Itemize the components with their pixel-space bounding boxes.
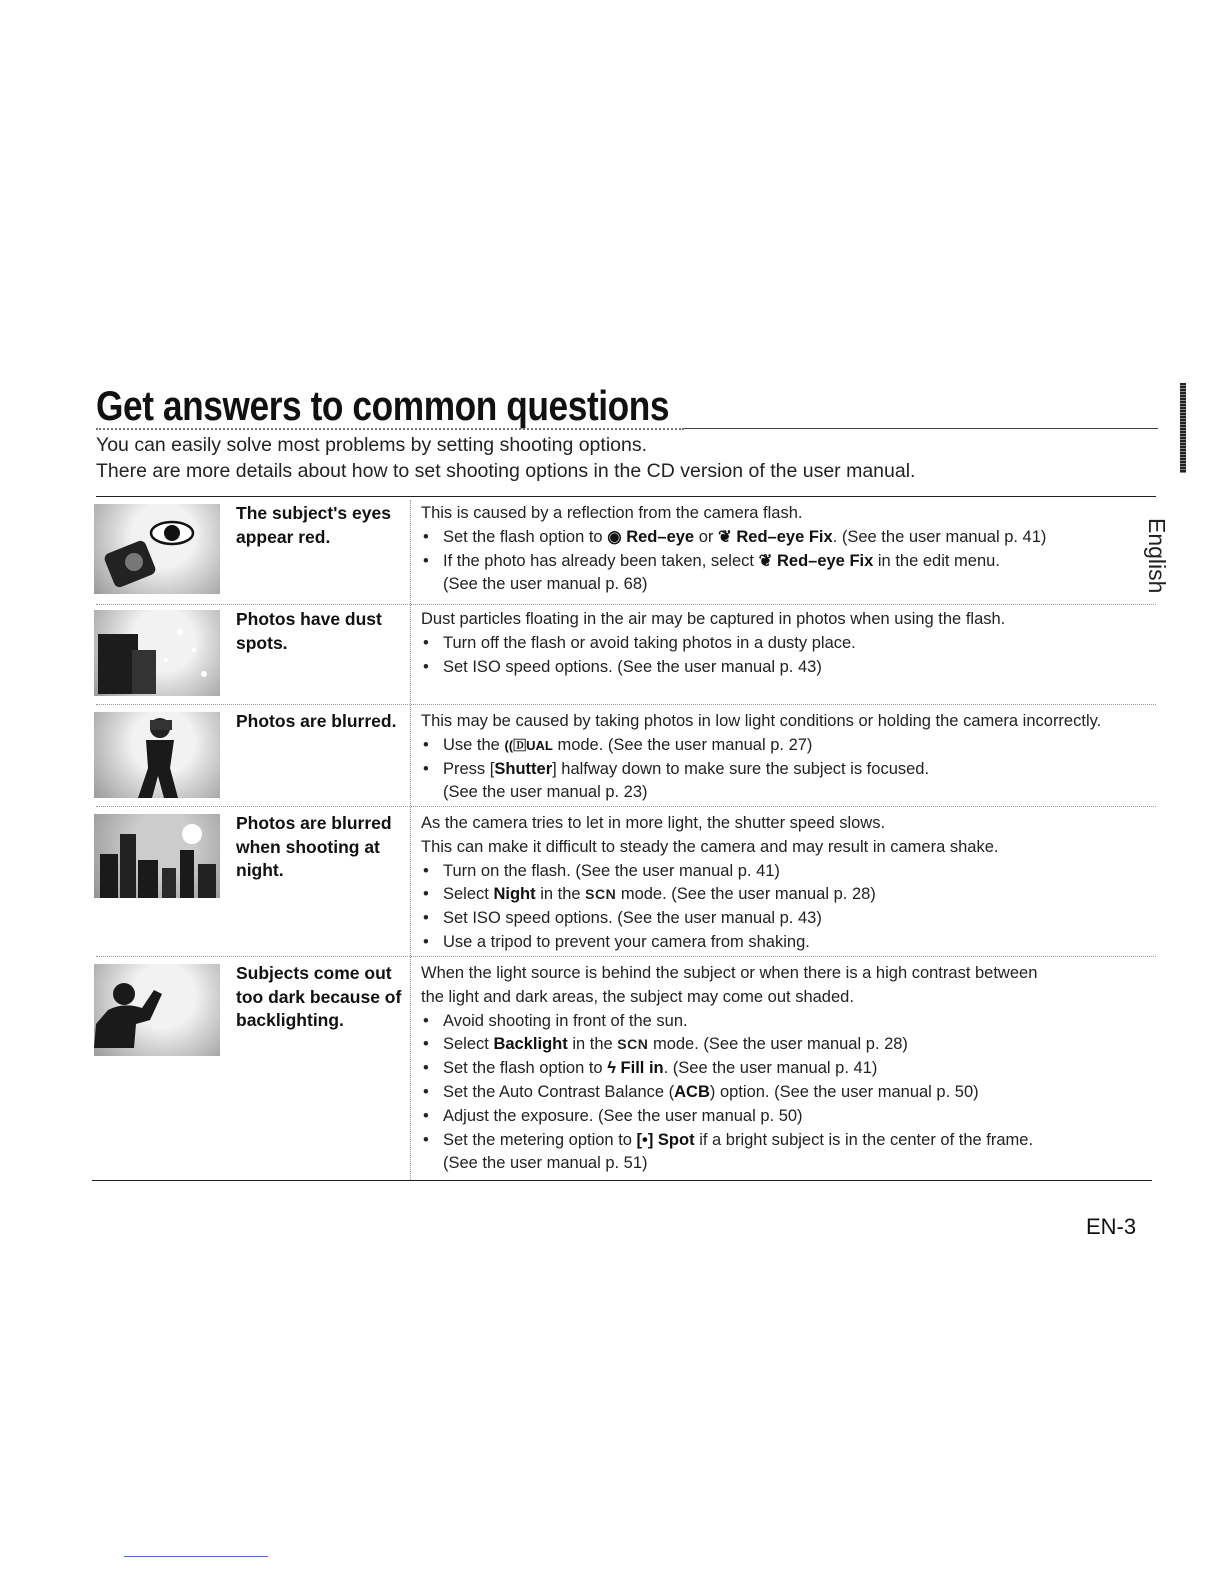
red-eye-fix-icon: ❦ [717, 527, 732, 546]
intro-line-1: You can easily solve most problems by setting shooting options. [96, 434, 648, 456]
row-divider [96, 704, 1156, 705]
list-item-continuation: (See the user manual p. 23) [443, 783, 648, 802]
answer-red-eye [421, 502, 1161, 597]
table-bottom-rule [92, 1180, 1152, 1181]
spot-metering-icon: [•] [636, 1130, 654, 1149]
list-item: • Set ISO speed options. (See the user manual p. 43) [421, 656, 1161, 680]
question-blurred: Photos are blurred. [236, 711, 397, 731]
scene-mode-icon: SCN [585, 886, 617, 903]
red-eye-fix-icon: ❦ [758, 551, 773, 570]
list-item: • Set ISO speed options. (See the user manual p. 43) [421, 907, 1161, 931]
red-eye-icon: ◉ [607, 527, 622, 546]
page-title: Get answers to common questions [96, 382, 670, 429]
question-night: Photos are blurred when shooting at night. [236, 813, 392, 880]
row-divider [96, 956, 1156, 957]
table-top-rule [96, 496, 1156, 497]
language-tab-marker [1180, 383, 1186, 473]
list-item: • Set the flash option to ◉ Red–eye or ❦ Red–eye Fix. (See the user manual p. 41) [421, 526, 1161, 550]
list-item: • Adjust the exposure. (See the user manual p. 50) [421, 1105, 1161, 1129]
dust-spots-illustration [94, 610, 220, 696]
list-item-continuation: (See the user manual p. 68) [443, 575, 648, 594]
list-item: • Press [Shutter] halfway down to make sure the subject is focused. [421, 758, 1161, 782]
list-item-continuation: (See the user manual p. 51) [443, 1154, 648, 1173]
list-item: • Use the ((🄳UAL mode. (See the user manual p. 27) [421, 734, 1161, 758]
row-divider [96, 604, 1156, 605]
question-dust-spots: Photos have dust spots. [236, 609, 382, 653]
list-item: • Set the flash option to ϟ Fill in. (See the user manual p. 41) [421, 1057, 1161, 1081]
answer-backlight [421, 962, 1161, 1176]
scene-mode-icon: SCN [617, 1036, 649, 1053]
list-item: • Avoid shooting in front of the sun. [421, 1010, 1161, 1034]
list-item: • Use a tripod to prevent your camera from shaking. [421, 931, 1161, 955]
list-item: • Select Backlight in the SCN mode. (See the user manual p. 28) [421, 1033, 1161, 1057]
intro-line-2: There are more details about how to set shooting options in the CD version of the user manual. [96, 460, 916, 482]
answer-lead: Dust particles floating in the air may be captured in photos when using the flash. [421, 610, 1006, 628]
title-dotted-rule [96, 428, 684, 430]
page-number: EN-3 [1086, 1214, 1137, 1239]
language-label: English [1144, 518, 1170, 594]
answer-night [421, 812, 1161, 955]
dual-is-icon: ((🄳UAL [504, 737, 553, 753]
question-backlight: Subjects come out too dark because of backlighting. [236, 963, 402, 1030]
answer-lead: This is caused by a reflection from the camera flash. [421, 504, 803, 522]
row-divider [96, 806, 1156, 807]
question-red-eye: The subject's eyes appear red. [236, 503, 391, 547]
list-item: • Select Night in the SCN mode. (See the user manual p. 28) [421, 883, 1161, 907]
night-shot-illustration [94, 814, 220, 898]
red-eye-illustration [94, 504, 220, 594]
list-item: • Set the metering option to [•] Spot if a bright subject is in the center of the frame. [421, 1129, 1161, 1153]
answer-blurred [421, 710, 1161, 805]
list-item: • If the photo has already been taken, select ❦ Red–eye Fix in the edit menu. [421, 550, 1161, 574]
title-rule [684, 428, 1158, 429]
list-item: • Turn off the flash or avoid taking photos in a dusty place. [421, 632, 1161, 656]
blurred-photo-illustration [94, 712, 220, 798]
list-item: • Set the Auto Contrast Balance (ACB) option. (See the user manual p. 50) [421, 1081, 1161, 1105]
backlight-illustration [94, 964, 220, 1056]
answer-lead: When the light source is behind the subject or when there is a high contrast between [421, 964, 1038, 982]
answer-lead: As the camera tries to let in more light, the shutter speed slows. [421, 814, 886, 832]
fill-in-flash-icon: ϟ [607, 1059, 616, 1078]
answer-lead: the light and dark areas, the subject may come out shaded. [421, 987, 854, 1006]
footer-rule [124, 1556, 268, 1557]
list-item: • Turn on the flash. (See the user manual p. 41) [421, 860, 1161, 884]
answer-lead: This may be caused by taking photos in low light conditions or holding the camera incorrectly. [421, 712, 1102, 730]
column-divider [410, 500, 411, 1180]
intro [96, 432, 915, 484]
answer-dust-spots [421, 608, 1161, 679]
answer-lead: This can make it difficult to steady the camera and may result in camera shake. [421, 837, 999, 856]
